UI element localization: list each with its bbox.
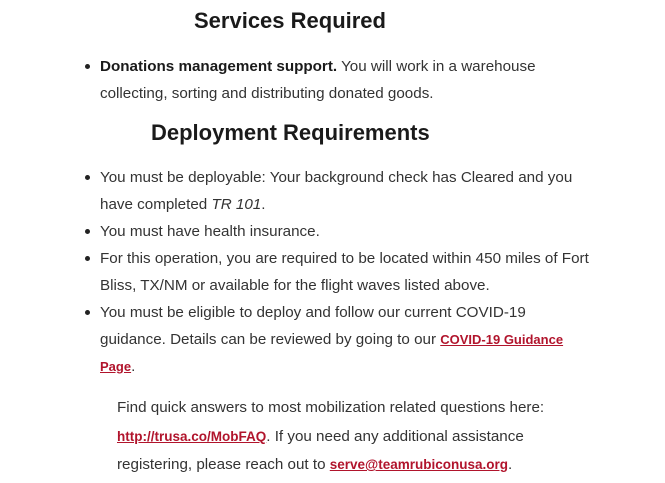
- item-tail: .: [261, 196, 266, 213]
- help-text-1: Find quick answers to most mobilization related questions here:: [117, 399, 545, 416]
- item-text: For this operation, you are required to be located within 450 miles of Fort Bliss, TX/NM or available for the flight waves listed above.: [100, 250, 589, 294]
- services-list: [100, 53, 590, 107]
- list-item: [100, 245, 590, 299]
- help-text-3: .: [508, 456, 513, 473]
- item-tail: .: [131, 358, 136, 375]
- deployment-list: [100, 164, 590, 380]
- item-text: You will work in a warehouse collecting, sorting and distributing donated goods.: [100, 58, 536, 102]
- item-text: You must have health insurance.: [100, 223, 320, 240]
- list-item: [100, 299, 590, 380]
- help-text-2: . If you need any additional assistance registering, please reach out to: [117, 427, 524, 473]
- support-email-link[interactable]: serve@teamrubiconusa.org: [329, 457, 508, 472]
- list-item: [100, 53, 590, 107]
- item-lead: Donations management support.: [100, 58, 338, 75]
- covid-guidance-link[interactable]: COVID-19 Guidance Page: [100, 332, 564, 374]
- mob-faq-link[interactable]: http://trusa.co/MobFAQ: [117, 428, 267, 444]
- list-item: [100, 164, 590, 218]
- deployment-heading: Deployment Requirements: [151, 120, 430, 145]
- help-paragraph: [117, 394, 587, 480]
- item-text: You must be deployable: Your background check has Cleared and you have completed: [100, 169, 573, 213]
- course-name: TR 101: [211, 196, 262, 213]
- list-item: [100, 218, 590, 245]
- services-heading: Services Required: [194, 8, 386, 33]
- item-text: You must be eligible to deploy and follow our current COVID-19 guidance. Details can be reviewed by going to our: [100, 304, 526, 348]
